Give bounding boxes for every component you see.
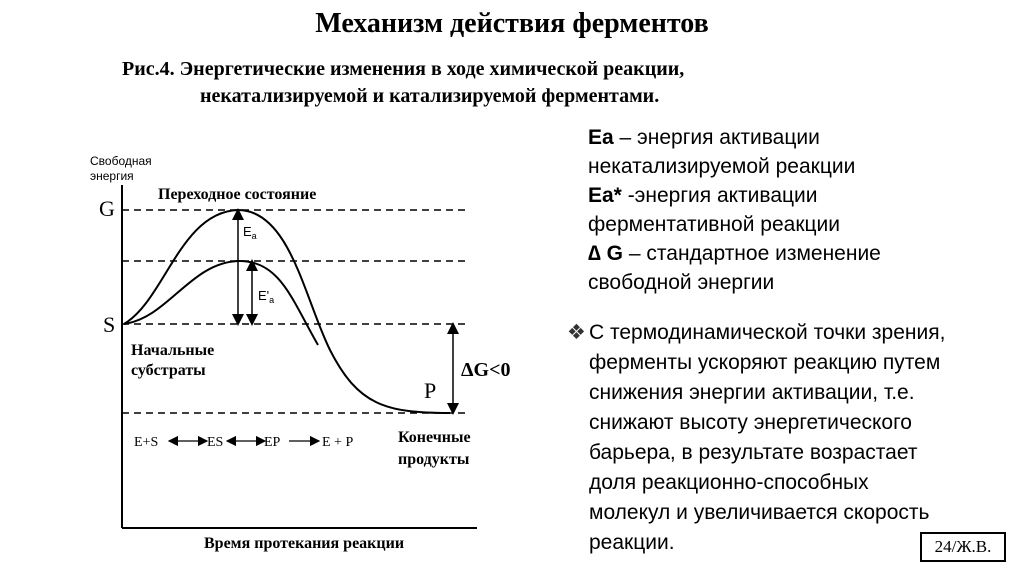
y-axis-label-line-2: энергия (90, 169, 134, 183)
legend-dg-def-1: – стандартное изменение (623, 242, 881, 265)
level-label-g: G (99, 196, 115, 221)
legend-ea-star-term: Еа* (588, 184, 622, 207)
ea-star-label: $E'_a$ (258, 288, 275, 305)
bullet-line: ферменты ускоряют реакцию путем (589, 351, 941, 374)
substrates-label-line-1: Начальные (131, 342, 215, 359)
transition-state-label: Переходное состояние (158, 186, 317, 203)
products-label-line-2: продукты (398, 451, 470, 468)
uncatalyzed-curve (124, 210, 450, 413)
bullet-line: реакции. (589, 531, 675, 554)
legend-ea-def-1: – энергия активации (613, 126, 820, 149)
legend-dg-line-1 (588, 239, 1008, 268)
products-label-line-1: Конечные (398, 429, 471, 446)
page-number: 24/Ж.В. (920, 532, 1006, 562)
legend-ea-star-def-1: -энергия активации (621, 184, 818, 207)
legend-ea-star-line-1 (588, 181, 1008, 210)
legend-dg-term: ∆ G (588, 242, 624, 265)
x-axis-label: Время протекания реакции (204, 535, 405, 552)
legend-block (588, 123, 1008, 297)
y-axis-label-line-1: Свободная (90, 154, 152, 168)
legend-ea-line-1 (588, 123, 1008, 152)
bullet-line: С термодинамической точки зрения, (589, 321, 946, 344)
ea-label: $E_a$ (243, 224, 257, 241)
scheme-es-left: E+S (134, 435, 159, 450)
catalyzed-curve (124, 261, 318, 345)
scheme-ep-right: E + P (322, 435, 354, 450)
legend-dg-def-2: свободной энергии (588, 271, 775, 294)
legend-ea-star-def-2: ферментативной реакции (588, 213, 841, 236)
legend-ea-term: Еа (588, 126, 614, 149)
scheme-es: ES (207, 435, 224, 450)
slide-title: Механизм действия ферментов (315, 8, 709, 39)
figure-caption-line-1: Рис.4. Энергетические изменения в ходе химической реакции, (122, 58, 685, 80)
bullet-line: барьера, в результате возрастает (589, 441, 918, 464)
bullet-line: снижения энергии активации, т.е. (589, 381, 915, 404)
bullet-line: доля реакционно-способных (589, 471, 869, 494)
delta-g-label: ΔG<0 (461, 359, 511, 381)
substrates-label-line-2: субстраты (131, 362, 206, 379)
scheme-ep: EP (264, 435, 281, 450)
bullet-line: снижают высоту энергетического (589, 411, 912, 434)
level-label-s: S (103, 312, 116, 337)
legend-ea-def-2: некатализируемой реакции (588, 155, 856, 178)
bullet-paragraph (567, 318, 1007, 558)
bullet-block (567, 318, 1007, 558)
bullet-line: молекул и увеличивается скорость (589, 501, 930, 524)
figure-caption-line-2: некатализируемой и катализируемой ферментами. (200, 85, 660, 107)
diamond-bullet-icon: ❖ (567, 321, 586, 344)
level-label-p: P (424, 378, 437, 403)
